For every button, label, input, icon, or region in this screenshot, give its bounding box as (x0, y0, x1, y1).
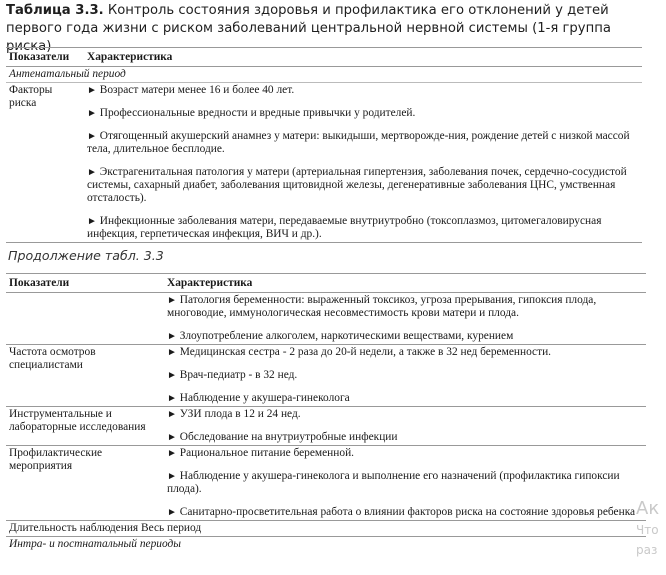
period-antenatal: Антенатальный период (6, 67, 642, 83)
table-part-1 (6, 47, 642, 243)
list-item: ► Наблюдение у акушера-гинеколога (167, 392, 350, 404)
list-item: ► Санитарно-просветительная работа о влиянии факторов риска на состояние здоровья ребенка (167, 506, 636, 518)
period-intra-postnatal: Интра- и постнатальный периоды (6, 537, 646, 553)
bullet-icon: ► (167, 471, 177, 482)
header-indicators: Показатели (6, 274, 164, 293)
list-item: ► Экстрагенитальная патология у матери (артериальная гипертензия, заболевания почек, сердечно-сосудистой системы, сахарный диабет, заболевания щитовидной железы, дегенеративные заболевания ЦНС, умственная отсталость). (87, 166, 627, 204)
table-part-2 (6, 273, 646, 552)
period-row (6, 67, 642, 83)
row-label-visits: Частота осмотров специалистами (6, 345, 164, 407)
bullet-icon: ► (87, 167, 97, 178)
table-row (6, 407, 646, 446)
list-item: ► Отягощенный акушерский анамнез у матери: выкидыши, мертворожде-ния, рождение детей с низкой массой тела, длительное бесплодие. (87, 130, 630, 155)
list-item: ► Врач-педиатр - в 32 нед. (167, 369, 298, 381)
caption-text: Контроль состояния здоровья и профилактика его отклонений у детей первого года жизни с риском заболеваний центральной нервной системы (1-я группа риска) (6, 3, 611, 54)
table-row (6, 293, 646, 345)
activation-watermark: Ак Что раз (636, 498, 660, 557)
row-label-prevention: Профилактические мероприятия (6, 446, 164, 521)
table-header-row (6, 274, 646, 293)
bullet-icon: ► (87, 216, 97, 227)
row-items-prevention (164, 446, 646, 521)
table-row (6, 521, 646, 537)
list-item: ► Обследование на внутриутробные инфекции (167, 431, 398, 443)
list-item: ► Злоупотребление алкоголем, наркотическими веществами, курением (167, 330, 514, 342)
row-items-risk-factors (84, 83, 642, 243)
list-item: ► Медицинская сестра - 2 раза до 20-й недели, а также в 32 нед беременности. (167, 346, 552, 358)
table-header-row (6, 48, 642, 67)
bullet-icon: ► (167, 331, 177, 342)
header-indicators: Показатели (6, 48, 84, 67)
bullet-icon: ► (167, 295, 177, 306)
bullet-icon: ► (167, 393, 177, 404)
bullet-icon: ► (167, 432, 177, 443)
row-items-visits (164, 345, 646, 407)
header-characteristic: Характеристика (84, 48, 642, 67)
row-items-pregnancy (164, 293, 646, 345)
bullet-icon: ► (87, 108, 97, 119)
header-characteristic: Характеристика (164, 274, 646, 293)
duration-row: Длительность наблюдения Весь период (6, 521, 646, 537)
period-row (6, 537, 646, 553)
list-item: ► Патология беременности: выраженный токсикоз, угроза прерывания, гипоксия плода, многоводие, иммунологическая несовместимость крови матери и плода. (167, 294, 597, 319)
list-item: ► Профессиональные вредности и вредные привычки у родителей. (87, 107, 416, 119)
list-item: ► Инфекционные заболевания матери, передаваемые внутриутробно (токсоплазмоз, цитомегаловирусная инфекция, герпетическая инфекция, ВИЧ и др.). (87, 215, 602, 240)
row-label-tests: Инструментальные и лабораторные исследования (6, 407, 164, 446)
bullet-icon: ► (167, 370, 177, 381)
bullet-icon: ► (87, 85, 97, 96)
list-item: ► Рациональное питание беременной. (167, 447, 355, 459)
table-row (6, 345, 646, 407)
list-item: ► Возраст матери менее 16 и более 40 лет. (87, 84, 295, 96)
caption-label: Таблица 3.3. (6, 3, 104, 18)
list-item: ► УЗИ плода в 12 и 24 нед. (167, 408, 301, 420)
table-row (6, 83, 642, 243)
bullet-icon: ► (87, 131, 97, 142)
list-item: ► Наблюдение у акушера-гинеколога и выполнение его назначений (профилактика гипоксии плода). (167, 470, 620, 495)
bullet-icon: ► (167, 409, 177, 420)
table-row (6, 446, 646, 521)
row-label-risk-factors: Факторы риска (6, 83, 84, 243)
bullet-icon: ► (167, 507, 177, 518)
row-items-tests (164, 407, 646, 446)
bullet-icon: ► (167, 347, 177, 358)
continuation-label: Продолжение табл. 3.3 (8, 248, 164, 263)
bullet-icon: ► (167, 448, 177, 459)
row-label-empty (6, 293, 164, 345)
